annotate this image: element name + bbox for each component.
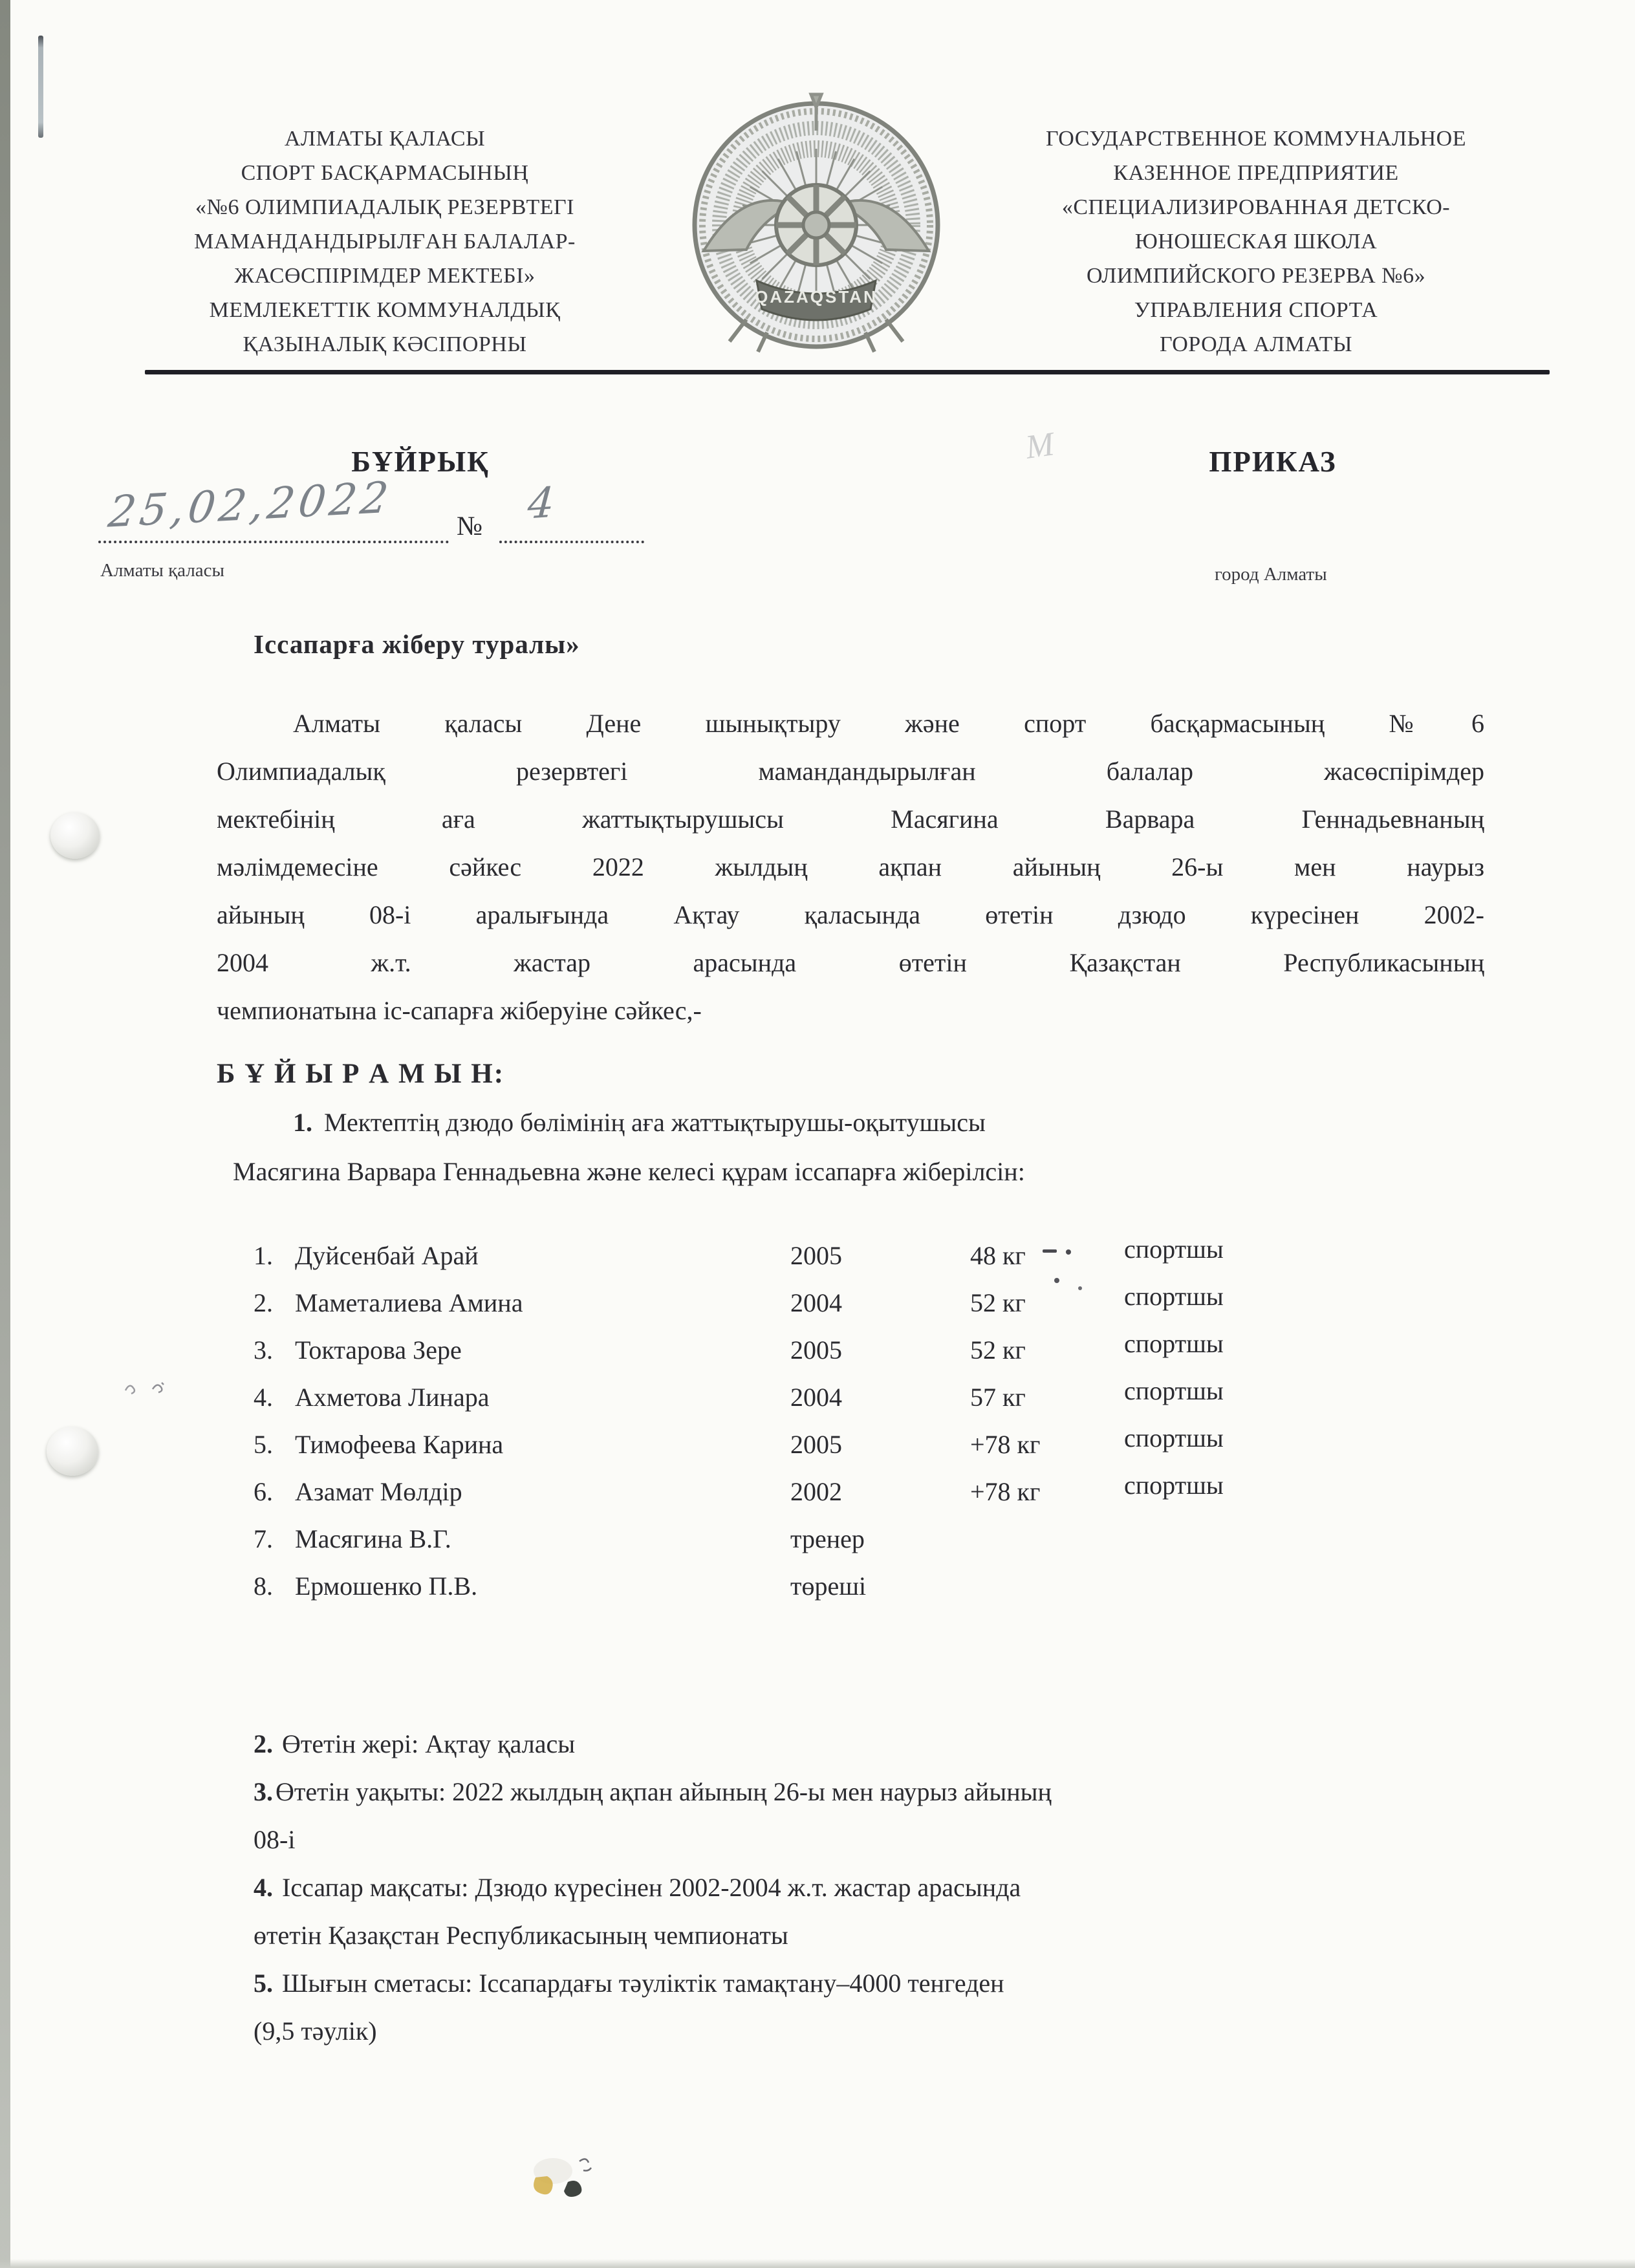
org-line: ГОСУДАРСТВЕННОЕ КОММУНАЛЬНОЕ bbox=[1045, 127, 1467, 151]
org-line: УПРАВЛЕНИЯ СПОРТА bbox=[1134, 298, 1378, 322]
org-name-kazakh bbox=[97, 122, 673, 362]
item-number: 5. bbox=[254, 1969, 273, 1998]
weight-class: +78 кг bbox=[970, 1477, 1041, 1506]
kazakhstan-emblem-image bbox=[684, 89, 948, 361]
athlete-name: Дуйсенбай Арай bbox=[295, 1241, 479, 1270]
order-item-5-continuation: (9,5 тәулік) bbox=[254, 2016, 377, 2046]
preamble-line: Олимпиадалық резервтегі мамандандырылған балалар жасөспірімдер bbox=[217, 757, 1484, 786]
row-number: 6. bbox=[254, 1477, 273, 1506]
item-text: Өтетін жері: Ақтау қаласы bbox=[282, 1729, 576, 1758]
order-item-5 bbox=[254, 1960, 1521, 2007]
org-line: ҚАЗЫНАЛЫҚ КӘСІПОРНЫ bbox=[243, 332, 527, 356]
bleed-through-mark: М bbox=[1023, 426, 1057, 466]
weight-class: 48 кг bbox=[970, 1241, 1026, 1270]
row-number: 8. bbox=[254, 1571, 273, 1601]
order-item-4 bbox=[254, 1864, 1521, 1912]
role: спортшы bbox=[1124, 1282, 1224, 1311]
role: спортшы bbox=[1124, 1471, 1224, 1500]
role: спортшы bbox=[1124, 1423, 1224, 1453]
emblem-banner-text: QAZAQSTAN bbox=[755, 287, 878, 307]
org-name-russian bbox=[939, 122, 1573, 362]
order-items bbox=[254, 1720, 1521, 2055]
birth-year: 2002 bbox=[790, 1477, 842, 1506]
item-text: Іссапар мақсаты: Дзюдо күресінен 2002-2004 ж.т. жастар арасында bbox=[282, 1873, 1021, 1902]
header-divider bbox=[145, 370, 1550, 374]
order-item-1 bbox=[217, 1107, 1504, 1138]
order-title-kazakh: БҰЙРЫҚ bbox=[351, 446, 490, 478]
order-item-2 bbox=[254, 1720, 1521, 1768]
row-number: 5. bbox=[254, 1430, 273, 1459]
place-russian: город Алматы bbox=[1215, 564, 1327, 585]
athlete-roster bbox=[254, 1235, 1385, 1618]
athlete-name: Масягина В.Г. bbox=[295, 1524, 451, 1553]
athlete-name: Ахметова Линара bbox=[295, 1383, 490, 1412]
weight-class: 57 кг bbox=[970, 1383, 1026, 1412]
order-item-3 bbox=[254, 1768, 1521, 1816]
roster-row bbox=[254, 1471, 1385, 1524]
preamble-line: Алматы қаласы Дене шынықтыру және спорт басқармасының №6 bbox=[293, 709, 1484, 738]
row-number: 2. bbox=[254, 1288, 273, 1317]
item-text: Мектептің дзюдо бөлімінің аға жаттықтырушы-оқытушысы bbox=[324, 1108, 986, 1137]
org-line: ЮНОШЕСКАЯ ШКОЛА bbox=[1134, 230, 1378, 254]
order-title-russian: ПРИКАЗ bbox=[1209, 446, 1337, 478]
org-line: СПОРТ БАСҚАРМАСЫНЫҢ bbox=[241, 161, 529, 185]
item-text: Өтетін уақыты: 2022 жылдың ақпан айының 26-ы мен наурыз айының bbox=[276, 1777, 1052, 1806]
org-line: «СПЕЦИАЛИЗИРОВАННАЯ ДЕТСКО- bbox=[1061, 195, 1451, 219]
row-number: 1. bbox=[254, 1241, 273, 1270]
handwritten-order-number: 4 bbox=[526, 479, 556, 529]
item-number: 3. bbox=[254, 1777, 273, 1806]
birth-year: 2005 bbox=[790, 1335, 842, 1365]
row-number: 7. bbox=[254, 1524, 273, 1553]
staple-mark bbox=[38, 36, 43, 138]
item-number: 2. bbox=[254, 1729, 273, 1758]
org-line: ЖАСӨСПІРІМДЕР МЕКТЕБІ» bbox=[234, 264, 536, 288]
number-underline bbox=[499, 541, 644, 543]
org-line: «№6 ОЛИМПИАДАЛЫҚ РЕЗЕРВТЕГІ bbox=[195, 195, 574, 219]
athlete-name: Азамат Мөлдір bbox=[295, 1477, 462, 1506]
order-item-4-continuation: өтетін Қазақстан Республикасының чемпионаты bbox=[254, 1921, 788, 1950]
birth-year: 2004 bbox=[790, 1288, 842, 1317]
role: спортшы bbox=[1124, 1235, 1224, 1264]
weight-class: 52 кг bbox=[970, 1335, 1026, 1365]
date-underline bbox=[98, 541, 449, 543]
org-line: ГОРОДА АЛМАТЫ bbox=[1159, 332, 1353, 356]
org-line: АЛМАТЫ ҚАЛАСЫ bbox=[284, 127, 486, 151]
org-line: ОЛИМПИЙСКОГО РЕЗЕРВА №6» bbox=[1086, 264, 1426, 288]
staff-role: тренер bbox=[790, 1524, 865, 1553]
hole-punch bbox=[47, 1427, 98, 1476]
athlete-name: Ермошенко П.В. bbox=[295, 1571, 478, 1601]
athlete-name: Маметалиева Амина bbox=[295, 1288, 523, 1317]
item-number: 1. bbox=[293, 1108, 312, 1137]
weight-class: 52 кг bbox=[970, 1288, 1026, 1317]
role: спортшы bbox=[1124, 1376, 1224, 1405]
place-kazakh: Алматы қаласы bbox=[100, 560, 225, 581]
birth-year: 2005 bbox=[790, 1241, 842, 1270]
row-number: 3. bbox=[254, 1335, 273, 1365]
order-item-3-continuation: 08-і bbox=[254, 1825, 296, 1854]
handwritten-date: 25,02,2022 bbox=[105, 472, 395, 537]
weight-class: +78 кг bbox=[970, 1430, 1041, 1459]
scanner-edge-band bbox=[0, 0, 10, 2268]
scanner-bottom-shadow bbox=[0, 2259, 1635, 2268]
preamble-line: 2004 ж.т. жастар арасында өтетін Қазақстан Республикасының bbox=[217, 948, 1484, 977]
pencil-smudge bbox=[122, 1374, 173, 1399]
resolve-heading: Б Ұ Й Ы Р А М Ы Н: bbox=[217, 1059, 505, 1089]
staff-role: төреші bbox=[790, 1571, 867, 1601]
preamble-line: мәлімдемесіне сәйкес 2022 жылдың ақпан айының 26-ы мен наурыз bbox=[217, 852, 1484, 881]
item-text: Шығын сметасы: Іссапардағы тәуліктік тамақтану–4000 тенгеден bbox=[282, 1969, 1004, 1998]
preamble-line: айының 08-і аралығында Ақтау қаласында өтетін дзюдо күресінен 2002- bbox=[217, 900, 1484, 929]
hole-punch bbox=[50, 812, 100, 859]
org-line: КАЗЕННОЕ ПРЕДПРИЯТИЕ bbox=[1113, 161, 1399, 185]
item-number: 4. bbox=[254, 1873, 273, 1902]
org-line: МАМАНДАНДЫРЫЛҒАН БАЛАЛАР- bbox=[194, 230, 576, 254]
order-item-1-continuation: Масягина Варвара Геннадьевна және келесі құрам іссапарға жіберілсін: bbox=[233, 1157, 1025, 1186]
row-number: 4. bbox=[254, 1383, 273, 1412]
role: спортшы bbox=[1124, 1329, 1224, 1358]
roster-row bbox=[254, 1571, 1385, 1618]
birth-year: 2004 bbox=[790, 1383, 842, 1412]
number-sign-label: № bbox=[457, 512, 483, 541]
order-preamble bbox=[217, 700, 1484, 1035]
dirt-smudge bbox=[517, 2142, 621, 2213]
birth-year: 2005 bbox=[790, 1430, 842, 1459]
athlete-name: Тимофеева Карина bbox=[295, 1430, 504, 1459]
preamble-line: мектебінің аға жаттықтырушысы Масягина Варвара Геннадьевнаның bbox=[217, 805, 1484, 834]
org-line: МЕМЛЕКЕТТІК КОММУНАЛДЫҚ bbox=[209, 298, 561, 322]
order-subject: Іссапарға жіберу туралы» bbox=[254, 629, 580, 659]
roster-row bbox=[254, 1524, 1385, 1571]
preamble-line: чемпионатына іс-сапарға жіберуіне сәйкес,- bbox=[217, 996, 702, 1025]
athlete-name: Токтарова Зере bbox=[295, 1335, 462, 1365]
